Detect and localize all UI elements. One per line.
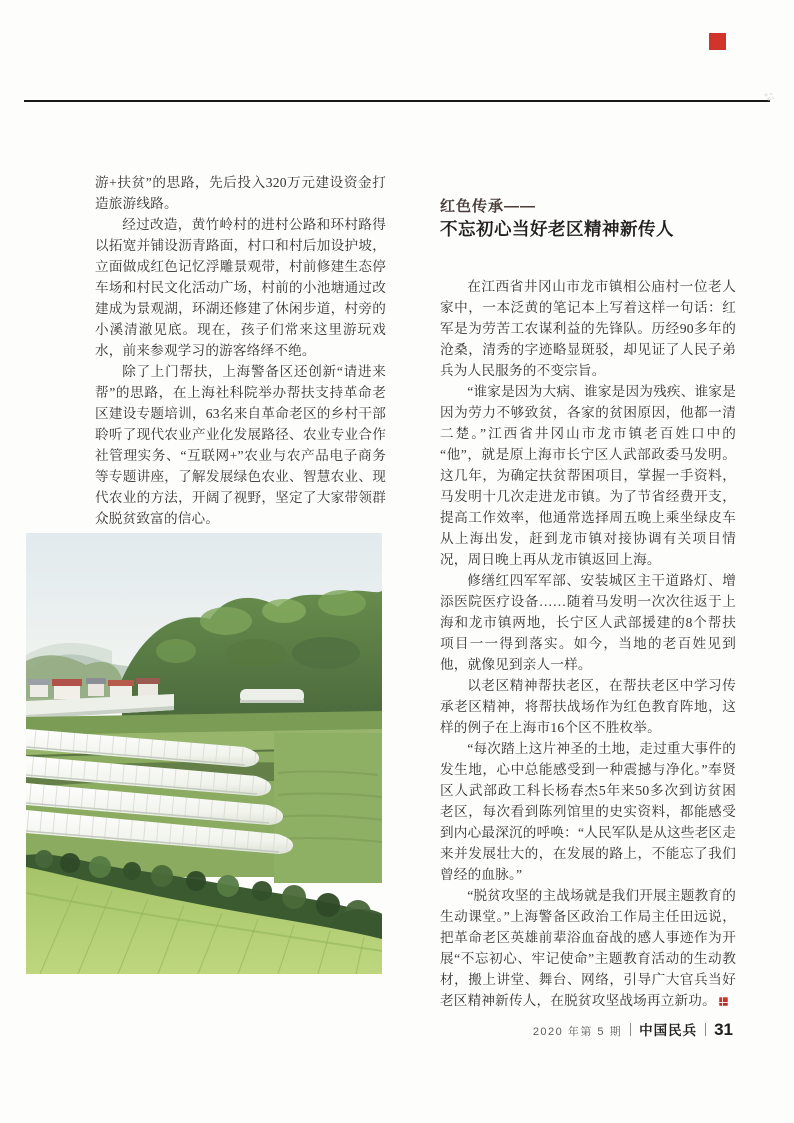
paragraph: 除了上门帮扶，上海警备区还创新“请进来帮”的思路，在上海社科院举办帮扶支持革命老区建设专题培训，63名来自革命老区的乡村干部聆听了现代农业产业化发展路径、农业专业合作社管理实务、“互联网+”农业与农产品电子商务等专题讲座，了解发展绿色农业、智慧农业、现代农业的方法，开阔了视野，坚定了大家带领群众脱贫致富的信心。 <box>95 364 386 526</box>
paragraph: 修缮红四军军部、安装城区主干道路灯、增添医院医疗设备……随着马发明一次次往返于上海和龙市镇两地，长宁区人武部援建的8个帮扶项目一一得到落实。如今，当地的老百姓见到他，就像见到亲人一样。 <box>440 573 736 672</box>
village-farmland-photo <box>26 533 382 974</box>
paragraph: 游+扶贫”的思路，先后投入320万元建设资金打造旅游线路。 <box>95 175 386 211</box>
headline-line2: 不忘初心当好老区精神新传人 <box>440 219 674 239</box>
page-footer <box>533 1019 733 1040</box>
article-subheadline <box>440 196 740 241</box>
headline-line1: 红色传承—— <box>440 198 537 215</box>
red-corner-square <box>709 33 726 50</box>
footer-page-number: 31 <box>714 1020 733 1039</box>
paragraph: “脱贫攻坚的主战场就是我们开展主题教育的生动课堂。”上海警备区政治工作局主任田远说，把革命老区英雄前辈浴血奋战的感人事迹作为开展“不忘初心、牢记使命”主题教育活动的生动教材，搬上讲堂、舞台、网络，引导广大官兵当好老区精神新传人，在脱贫攻坚战场再立新功。 <box>440 888 736 1008</box>
paragraph: 经过改造，黄竹岭村的进村公路和环村路得以拓宽并铺设沥青路面，村口和村后加设护坡，立面做成红色记忆浮雕景观带，村前修建生态停车场和村民文化活动广场，村前的小池塘通过改建成为景观湖，环湖还修建了休闲步道，村旁的小溪清澈见底。现在，孩子们常来这里游玩戏水，前来参观学习的游客络绎不绝。 <box>95 217 386 358</box>
footer-issue: 2020 年第 5 期 <box>532 1026 623 1038</box>
rule-end-ornament-icon <box>763 90 775 102</box>
paragraph: “每次踏上这片神圣的土地，走过重大事件的发生地，心中总能感受到一种震撼与净化。”奉贤区人武部政工科长杨春杰5年来50多次到访贫困老区，每次看到陈列馆里的史实资料，都能感受到内心最深沉的呼唤：“人民军队是从这些老区走来并发展壮大的，在发展的路上，不能忘了我们曾经的血脉。” <box>440 741 736 882</box>
left-text-column <box>95 172 386 529</box>
footer-magazine-title: 中国民兵 <box>639 1023 698 1038</box>
right-text-column <box>440 276 736 1011</box>
article-end-seal-icon <box>719 997 728 1006</box>
paragraph: 以老区精神帮扶老区，在帮扶老区中学习传承老区精神，将帮扶战场作为红色教育阵地，这样的例子在上海市16个区不胜枚举。 <box>440 678 736 735</box>
paragraph: 在江西省井冈山市龙市镇相公庙村一位老人家中，一本泛黄的笔记本上写着这样一句话：红军是为劳苦工农谋利益的先锋队。历经90多年的沧桑，清秀的字迹略显斑驳，却见证了人民子弟兵为人民服务的不变宗旨。 <box>440 279 736 378</box>
paragraph: “谁家是因为大病、谁家是因为残疾、谁家是因为劳力不够致贫，各家的贫困原因，他都一清二楚。”江西省井冈山市龙市镇老百姓口中的“他”，就是原上海市长宁区人武部政委马发明。这几年，为确定扶贫帮困项目，掌握一手资料，马发明十几次走进龙市镇。为了节省经费开支，提高工作效率，他通常选择周五晚上乘坐绿皮车从上海出发，赶到龙市镇对接协调有关项目情况，周日晚上再从龙市镇返回上海。 <box>440 384 736 567</box>
footer-divider <box>630 1023 631 1036</box>
footer-divider <box>705 1023 706 1036</box>
header-rule <box>24 100 770 102</box>
